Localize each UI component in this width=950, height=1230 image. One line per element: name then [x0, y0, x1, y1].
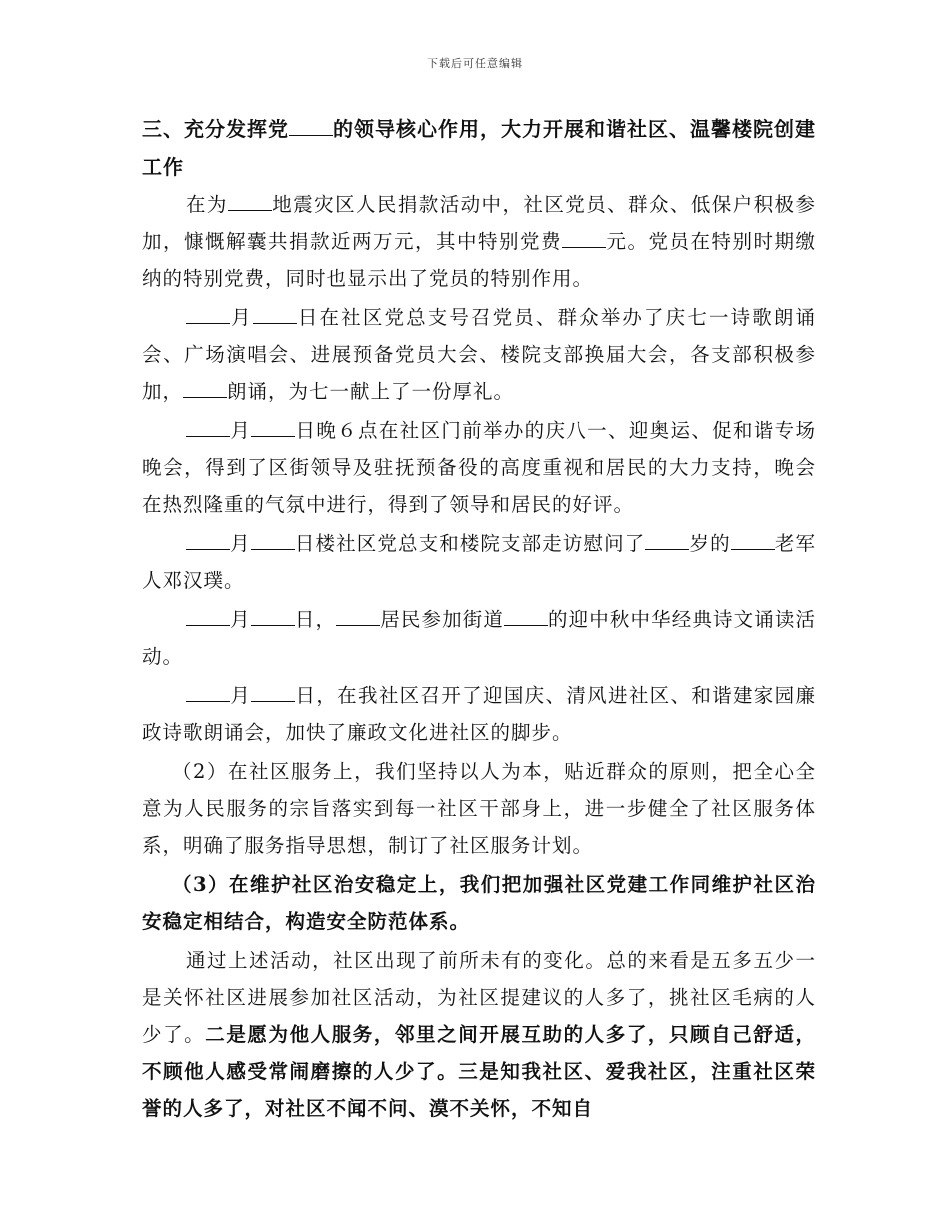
paragraph-community-service: （2）在社区服务上，我们坚持以人为本，贴近群众的原则，把全心全意为人民服务的宗旨落实到每一社区干部身上，进一步健全了社区服务体系，明确了服务指导思想，制订了社区服务计划。: [142, 760, 816, 857]
blank-line: [183, 379, 227, 398]
section-heading: [142, 110, 816, 186]
blank-line: [253, 305, 297, 324]
paragraph-public-security: （3）在维护社区治安稳定上，我们把加强社区党建工作同维护社区治安稳定相结合，构造安全防范体系。: [142, 873, 816, 933]
text-run: 的迎中秋中华经典诗文诵读活动。: [142, 608, 816, 668]
heading-text-after: 的领导核心作用，大力开展和谐社区、温馨楼院创建工作: [142, 117, 816, 179]
paragraph-august-first: [142, 412, 816, 523]
text-run: 日晚６点在社区门前举办的庆八一、迎奥运、促和谐专场晚会，得到了区街领导及驻抚预备役的高度重视和居民的大力支持，晚会在热烈隆重的气氛中进行，得到了领导和居民的好评。: [142, 419, 816, 516]
blank-line: [186, 305, 230, 324]
document-body: [142, 110, 816, 1127]
text-run: 月: [230, 419, 252, 442]
text-run: 在为: [186, 193, 228, 216]
text-run: 通过上述活动，社区出现了前所未有的变化。总的来看是五多五少一是关怀社区进展参加社区活动，为社区提建议的人多了，挑社区毛病的人少了。: [142, 949, 816, 1046]
blank-line: [645, 531, 689, 550]
text-run: 岁的: [689, 532, 731, 555]
text-run: 日，在我社区召开了迎国庆、清风进社区、和谐建家园廉政诗歌朗诵会，加快了廉政文化进社区的脚步。: [142, 684, 816, 744]
paragraph-mid-autumn: [142, 601, 816, 675]
text-run-bold: 二是愿为他人服务，邻里之间开展互助的人多了，只顾自己舒适，不顾他人感受常闹磨擦的人少了。三是知我社区、爱我社区，注重社区荣誉的人多了，对社区不闻不问、漠不关怀，不知自: [142, 1023, 816, 1120]
text-run: 日楼社区党总支和楼院支部走访慰问了: [294, 532, 646, 555]
text-run: 地震灾区人民捐款活动中，社区党员、群众、低保户积极参加，慷慨解囊共捐款近两万元，其中特别党费: [142, 193, 816, 253]
text-run: 老军人邓汉璞。: [142, 532, 816, 592]
heading-text-before: 三、充分发挥党: [142, 117, 289, 141]
blank-line: [186, 418, 230, 437]
page-header: 下载后可任意编辑: [427, 57, 523, 70]
paragraph-national-day: [142, 677, 816, 751]
blank-line: [731, 531, 775, 550]
blank-line: [186, 531, 230, 550]
text-run: 日在社区党总支号召党员、群众举办了庆七一诗歌朗诵会、广场演唱会、进展预备党员大会、楼院支部换届大会，各支部积极参加，: [142, 306, 816, 403]
text-run: 日，: [294, 608, 337, 631]
text-run: 居民参加街道: [380, 608, 504, 631]
paragraph-changes-summary: [142, 942, 816, 1127]
blank-line: [251, 607, 295, 626]
blank-line: [251, 683, 295, 702]
paragraph-july-first: [142, 299, 816, 410]
text-run: 月: [230, 306, 253, 329]
blank-line: [186, 683, 230, 702]
text-run: 朗诵，为七一献上了一份厚礼。: [227, 380, 515, 403]
blank-line: [251, 531, 295, 550]
text-run: 元。党员在特别时期缴纳的特别党费，同时也显示出了党员的特别作用。: [142, 230, 816, 290]
blank-line: [562, 229, 606, 248]
text-run: 月: [230, 608, 251, 631]
paragraph-donation: [142, 186, 816, 297]
text-run: 月: [230, 684, 252, 707]
blank-line: [289, 117, 333, 136]
text-run: 月: [230, 532, 251, 555]
blank-line: [504, 607, 548, 626]
blank-line: [228, 192, 272, 211]
paragraph-veteran-visit: [142, 525, 816, 599]
blank-line: [336, 607, 380, 626]
blank-line: [186, 607, 230, 626]
blank-line: [251, 418, 295, 437]
